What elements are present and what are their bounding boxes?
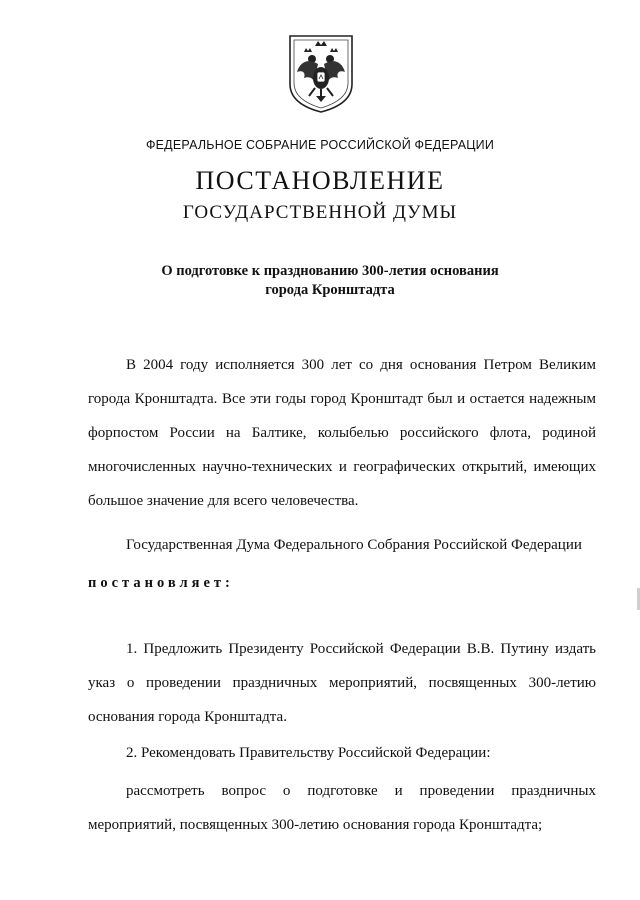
subject-line-1: О подготовке к празднованию 300-летия основания bbox=[161, 263, 499, 279]
document-type: ПОСТАНОВЛЕНИЕ bbox=[195, 166, 445, 195]
subject-line-2: города Кронштадта bbox=[265, 282, 395, 298]
document-issuer: ГОСУДАРСТВЕННОЙ ДУМЫ bbox=[182, 202, 458, 223]
russian-coat-of-arms-icon bbox=[284, 32, 358, 114]
resolves-word-text: постановляет: bbox=[88, 575, 234, 591]
item-2-sub: рассмотреть вопрос о подготовке и проведении праздничных мероприятий, посвященных 300-летию основания города Кронштадта; bbox=[88, 783, 596, 833]
document-subject bbox=[60, 262, 600, 300]
resolves-word bbox=[88, 566, 596, 600]
item-1: 1. Предложить Президенту Российской Федерации В.В. Путину издать указ о проведении праздничных мероприятий, посвященных 300-летию основания города Кронштадта. bbox=[88, 641, 596, 725]
intro-paragraph: В 2004 году исполняется 300 лет со дня основания Петром Великим города Кронштадта. Все эти годы город Кронштадт был и остается надежным форпостом России на Балтике, колыбелью российского флота, родиной многочисленных научно-технических и географических открытий, имеющих большое значение для всего человечества. bbox=[88, 357, 596, 509]
resolves-subject: Государственная Дума Федерального Собрания Российской Федерации bbox=[126, 537, 582, 553]
parliament-name: ФЕДЕРАЛЬНОЕ СОБРАНИЕ РОССИЙСКОЙ ФЕДЕРАЦИИ bbox=[145, 138, 495, 152]
item-2: 2. Рекомендовать Правительству Российской Федерации: bbox=[126, 745, 491, 761]
